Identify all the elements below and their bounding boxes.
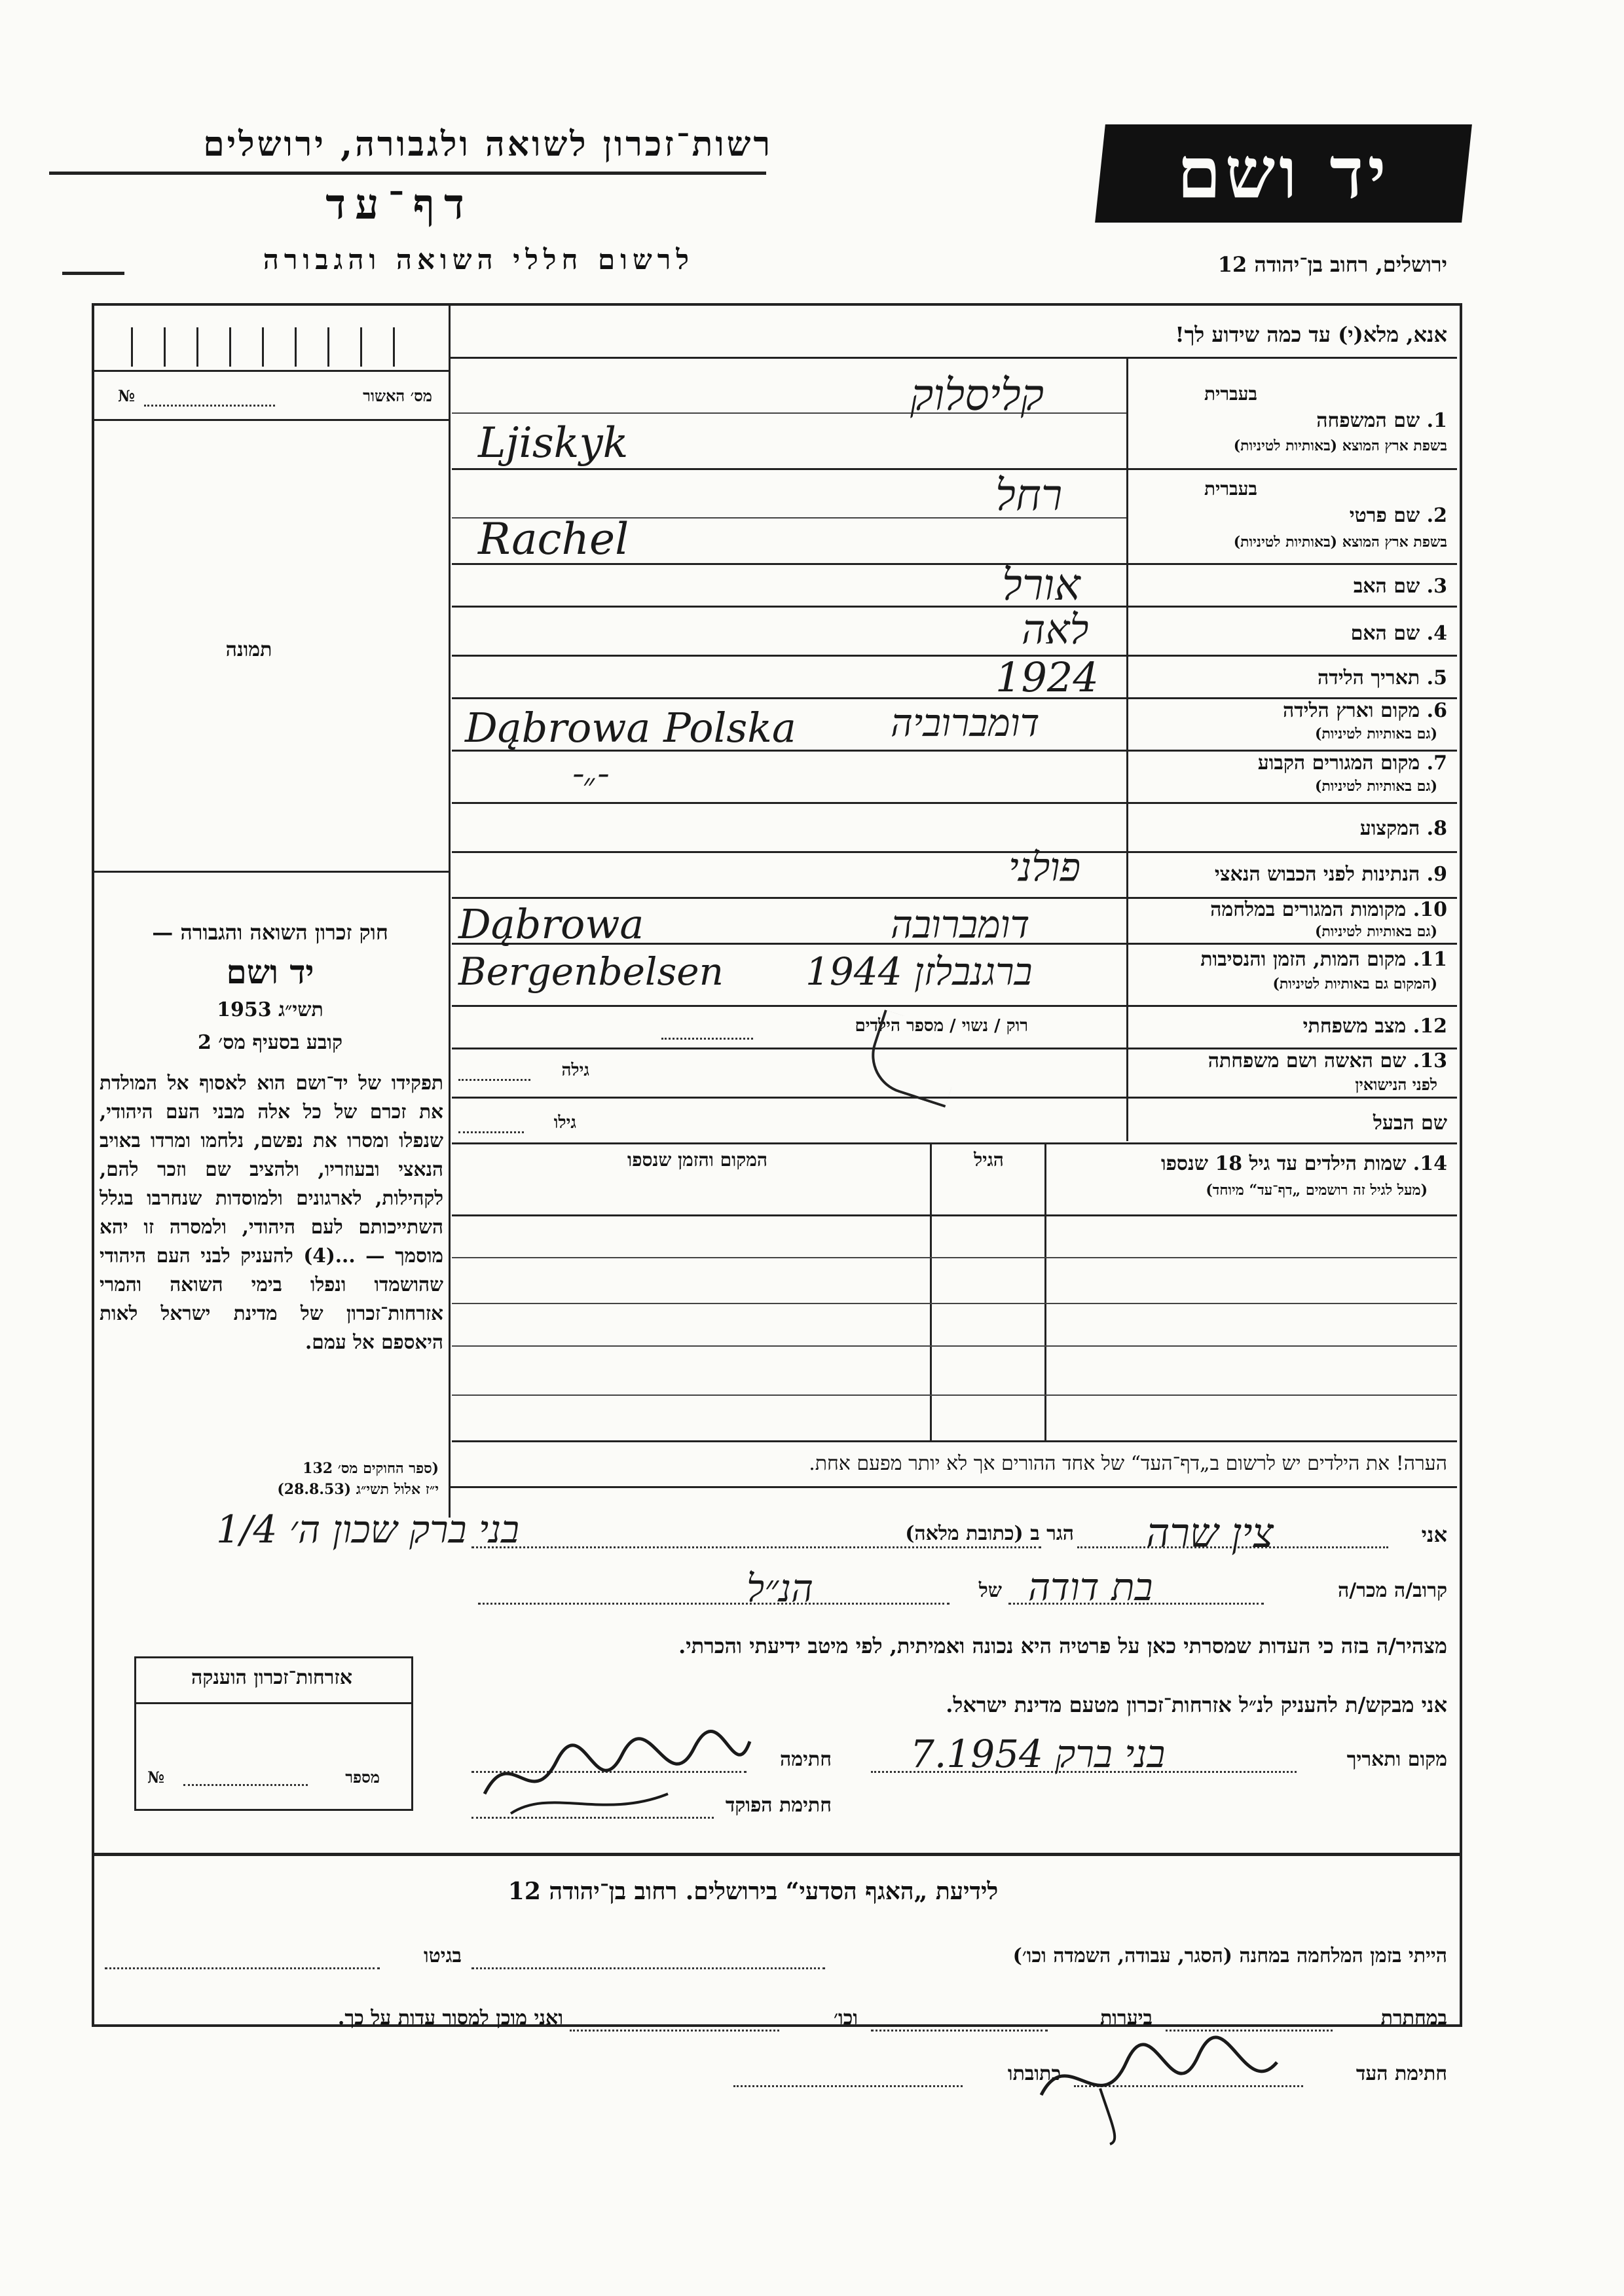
approval-label: מס׳ האשור	[363, 386, 432, 405]
declarant-signature	[471, 1715, 760, 1827]
field-11-hint: (המקום גם באותיות לטיניות)	[1272, 975, 1437, 993]
photo-bottom-rule	[92, 871, 451, 873]
logo-text: יד ושם	[1177, 132, 1390, 215]
approval-number-line[interactable]	[144, 405, 275, 407]
decl-official-label: חתימת הפוקד	[725, 1794, 832, 1817]
citizenship-number-label: מספר	[345, 1768, 380, 1787]
husband-label: שם הבעל	[1373, 1112, 1447, 1135]
law-title: חוק זכרון השואה והגבורה —	[152, 920, 388, 945]
field-14-hint: (מעל לגיל זה רושמים „דף־עד“ מיוחד)	[1206, 1182, 1428, 1199]
value-father[interactable]: אורל	[1002, 560, 1080, 610]
purpose-dash	[62, 272, 124, 275]
footer-witness-sig-label: חתימת העד	[1356, 2062, 1447, 2085]
law-year-he: תשי״ג	[278, 998, 323, 1021]
field-9-label: 9. הנתינות לפני הכבוש הנאצי	[1214, 863, 1447, 886]
field-12-label: 12. מצב משפחתי	[1302, 1015, 1447, 1038]
law-text: תפקידו של יד־ושם הוא לאסוף אל המולדת את זכרם של כל אלה מבני העם היהודי, שנפלו ומסרו את נפשם, נלחמו ומרדו באויב הנאצי ובעוזריו, ולהציב שם וזכר להם, לקהילות, לארגונים ולמוסדות שנחרבו בגלל השתייכותם לעם היהודי, ולמסרה זו יהא מוסמך — ...(4) להעניק לבני העם היהודי שהושמדו ונפלו בימי השואה והמרי אזרחות־זכרון של מדינת ישראל לאות היאספם אל עמם.	[100, 1071, 443, 1353]
footer-etc-line[interactable]	[570, 2030, 779, 2032]
value-surname-he[interactable]: קליסלוק	[910, 370, 1044, 420]
field-1-hint: בשפת ארץ המוצא (באותיות לטיניות)	[1233, 437, 1447, 454]
field-10-label: 10. מקומות המגורים במלחמה	[1210, 898, 1447, 921]
field-7-label: 7. מקום המגורים הקבוע	[1257, 752, 1447, 774]
value-firstname-latin[interactable]: Rachel	[478, 514, 629, 564]
law-name: יד ושם	[226, 953, 314, 991]
value-residence[interactable]: ־״־	[570, 766, 608, 804]
field-6-label: 6. מקום וארץ הלידה	[1282, 699, 1447, 722]
husband-age-line[interactable]	[458, 1131, 524, 1133]
footer-etc-label: וכו׳	[834, 2007, 858, 2030]
decl-place-date-label: מקום ותאריך	[1346, 1748, 1447, 1771]
approval-ticks	[131, 327, 439, 367]
footer-camp-label: הייתי בזמן המלחמה במחנה (הסגר, עבודה, השמדה וכו׳)	[1012, 1944, 1447, 1967]
field-2-hint: בשפת ארץ המוצא (באותיות לטיניות)	[1233, 534, 1447, 551]
field-14-label: 14. שמות הילדים עד גיל 18 שנספו	[1160, 1152, 1447, 1175]
field-8-label: 8. המקצוע	[1359, 817, 1447, 840]
value-birthplace-latin[interactable]: Dąbrowa Polska	[465, 704, 796, 752]
value-war-residence-latin[interactable]: Dąbrowa	[458, 900, 644, 948]
field-1-label: 1. שם המשפחה	[1316, 409, 1447, 432]
header-address: ירושלים, רחוב בן־יהודה 12	[1217, 252, 1447, 277]
value-relation[interactable]: בת דודה	[1028, 1565, 1153, 1609]
footer-camp-line[interactable]	[471, 1967, 825, 1969]
field-10-hint: (גם באותיות לטיניות)	[1314, 923, 1437, 940]
decl-resident-line[interactable]	[471, 1546, 1041, 1548]
approval-top-rule	[92, 370, 451, 372]
form-purpose: לרשום חללי השואה והגבורה	[263, 244, 694, 276]
instruction: אנא, מלא(י) עד כמה שידוע לך!	[1175, 322, 1447, 347]
approval-no-sign: №	[118, 386, 136, 405]
value-birth-date[interactable]: 1924	[995, 653, 1099, 701]
photo-label: תמונה	[225, 638, 272, 661]
value-birthplace-he[interactable]: דומברוביה	[891, 701, 1040, 745]
field-11-label: 11. מקום המות, הזמן והנסיבות	[1200, 948, 1447, 971]
instruction-rule	[451, 357, 1457, 359]
footer-top-rule	[92, 1853, 1460, 1856]
children-col-place: המקום והזמן שנספו	[627, 1149, 767, 1171]
decl-signature-label: חתימה	[780, 1748, 832, 1771]
value-firstname-he[interactable]: רחל	[995, 470, 1063, 520]
footer-ghetto-label: בגיטו	[423, 1944, 462, 1967]
value-surname-latin[interactable]: Ljiskyk	[478, 419, 629, 467]
value-war-residence-he[interactable]: דומברובה	[891, 902, 1030, 947]
decl-relative-label: קרוב/ה מכר/ה	[1338, 1579, 1447, 1602]
left-column-divider	[449, 303, 451, 1518]
value-of-whom[interactable]: הנ״ל	[747, 1566, 814, 1611]
footer-forests-label: ביערות	[1099, 2007, 1153, 2030]
decl-resident-label: הגר ב (כתובת מלאה)	[905, 1522, 1074, 1545]
field-4-label: 4. שם האם	[1350, 622, 1447, 645]
law-year: 1953	[217, 998, 272, 1021]
children-count-line[interactable]	[661, 1038, 753, 1040]
footer-address-line[interactable]	[733, 2085, 963, 2087]
law-section: קובע בסעיף מס׳ 2	[197, 1031, 343, 1054]
footer-address-label: כתובתו	[1007, 2062, 1061, 2085]
value-mother[interactable]: לאה	[1022, 606, 1089, 653]
husband-age-label: גילו	[553, 1113, 576, 1133]
law-source: (ספר החוקים מס׳ 132	[303, 1460, 439, 1477]
yad-vashem-logo	[1095, 124, 1472, 223]
law-source-date: י״ז אלול תשי״ג (28.8.53)	[277, 1481, 439, 1498]
form-title: דף־עד	[325, 180, 473, 229]
decl-of-label: של	[978, 1579, 1002, 1602]
hebrew-tag-1: בעברית	[1204, 383, 1257, 405]
value-death-place-latin[interactable]: Bergenbelsen	[458, 949, 724, 994]
field-13-label: 13. שם האשה ושם משפחתה	[1208, 1049, 1447, 1072]
field-13-hint: לפני הנישואין	[1355, 1075, 1437, 1094]
children-note: הערה! את הילדים יש לרשום ב„דף־העד“ של אחד ההורים אך לא יותר מפעם אחת.	[809, 1452, 1447, 1475]
citizenship-number-line[interactable]	[183, 1784, 308, 1786]
value-address[interactable]: בני ברק שכון ה׳ 1/4	[216, 1507, 520, 1552]
value-nationality[interactable]: פולני	[1008, 845, 1081, 890]
footer-title: לידיעת „האגף הסדעי“ בירושלים. רחוב בן־יהודה 12	[507, 1878, 999, 1905]
field-2-label: 2. שם פרטי	[1349, 504, 1447, 527]
law-year-row	[101, 998, 439, 1021]
value-place-date[interactable]: בני ברק 7.1954	[910, 1732, 1166, 1776]
wife-age-label: גילה	[561, 1061, 589, 1080]
footer-underground-label: במחתרת	[1380, 2007, 1447, 2030]
children-col-age: הגיל	[974, 1149, 1004, 1171]
decl-statement: מצהיר/ה בזה כי העדות שמסרתי כאן על פרטיה היא נכונה ואמיתית, לפי מיטב ידיעתי והכרתי.	[678, 1633, 1447, 1658]
approval-bottom-rule	[92, 419, 451, 421]
field-5-label: 5. תאריך הלידה	[1318, 666, 1447, 689]
witness-signature	[1022, 2023, 1297, 2147]
footer-ready-label: ואני מוכן למסור עדות על כך.	[337, 2007, 563, 2030]
decl-of-line[interactable]	[478, 1603, 950, 1605]
citizenship-title: אזרחות־זכרון הוענקה	[191, 1666, 353, 1689]
field-3-label: 3. שם האב	[1353, 575, 1447, 598]
authority-underline	[49, 172, 766, 175]
hebrew-tag-2: בעברית	[1204, 478, 1257, 500]
decl-request: אני מבקש/ת להעניק לנ״ל אזרחות־זכרון מטעם מדינת ישראל.	[946, 1692, 1447, 1717]
field-7-hint: (גם באותיות לטיניות)	[1314, 778, 1437, 795]
footer-ghetto-line[interactable]	[105, 1967, 380, 1969]
value-death-place-he[interactable]: ברגנבלזן 1944	[805, 949, 1033, 994]
authority-title: רשות־זכרון לשואה ולגבורה, ירושלים	[203, 124, 773, 164]
citizenship-no-sign: №	[147, 1768, 165, 1787]
decl-i-label: אני	[1421, 1522, 1447, 1547]
wife-age-line[interactable]	[458, 1079, 530, 1081]
marital-options: רוק / נשוי / מספר הילדים	[855, 1016, 1028, 1036]
field-6-hint: (גם באותיות לטיניות)	[1314, 725, 1437, 742]
value-declarant[interactable]: צין שרה	[1146, 1509, 1274, 1557]
